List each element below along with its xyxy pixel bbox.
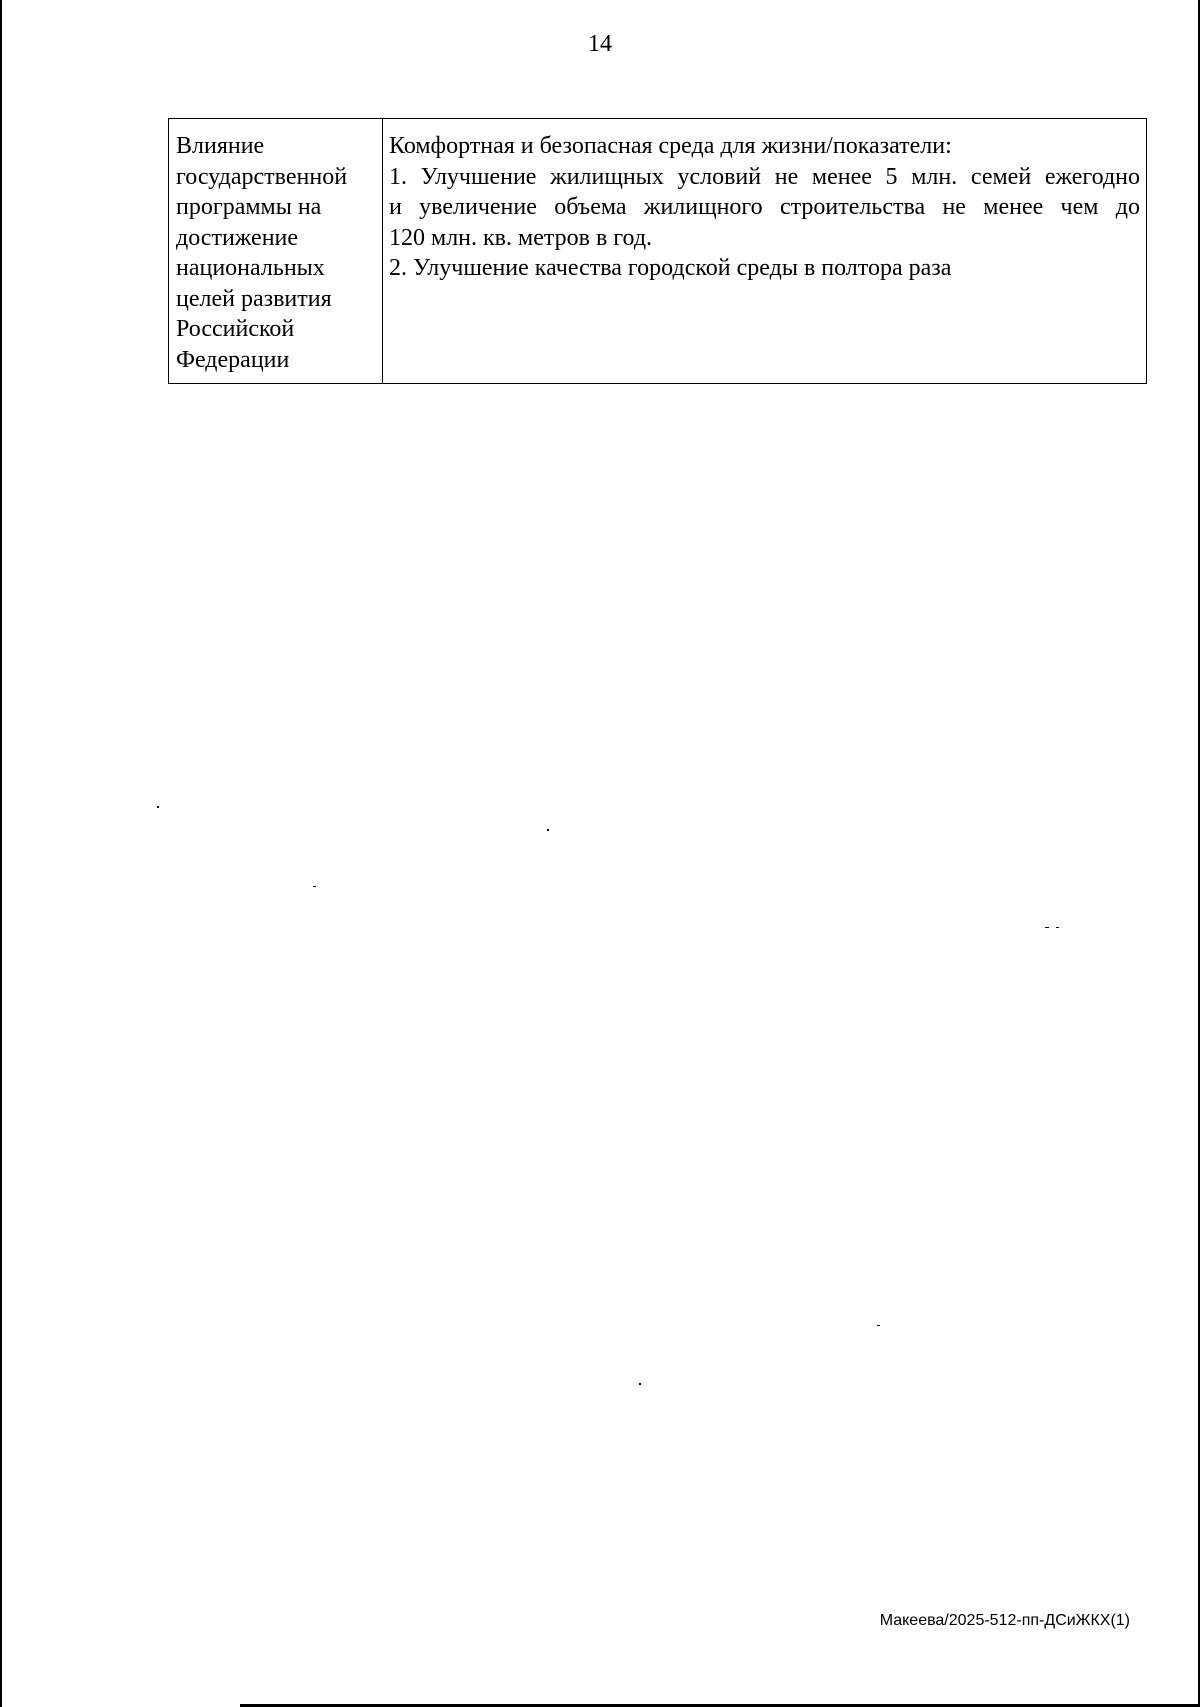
scan-speck	[877, 1325, 880, 1326]
scan-speck	[313, 886, 316, 887]
label-cell	[169, 119, 383, 384]
label-line: целей развития	[176, 285, 332, 312]
label-line: программы на	[176, 194, 322, 220]
content-cell	[383, 119, 1147, 384]
scan-speck	[1056, 927, 1059, 928]
content-line: 2. Улучшение качества городской среды в полтора раза	[389, 255, 952, 281]
document-reference: Макеева/2025-512-пп-ДСиЖКХ(1)	[879, 1612, 1130, 1629]
program-impact-table	[168, 118, 1147, 384]
scan-speck	[639, 1383, 641, 1385]
label-line: Российской	[176, 316, 295, 342]
label-line: национальных	[176, 255, 325, 281]
content-line: Комфортная и безопасная среда для жизни/показатели:	[389, 133, 952, 159]
scan-speck	[547, 829, 549, 831]
page-number: 14	[588, 31, 612, 57]
label-line: государственной	[176, 163, 348, 190]
content-line: 1. Улучшение жилищных условий не менее 5 млн. семей ежегодно	[389, 163, 1140, 190]
scan-speck	[157, 806, 159, 808]
table-row	[169, 119, 1147, 384]
scan-speck	[1045, 927, 1049, 928]
content-line: 120 млн. кв. метров в год.	[389, 224, 653, 251]
scan-edge-left	[0, 0, 2, 1707]
label-line: достижение	[176, 224, 299, 251]
label-line: Федерации	[176, 346, 290, 373]
content-line: и увеличение объема жилищного строительства не менее чем до	[389, 194, 1140, 220]
label-line: Влияние	[176, 133, 265, 159]
